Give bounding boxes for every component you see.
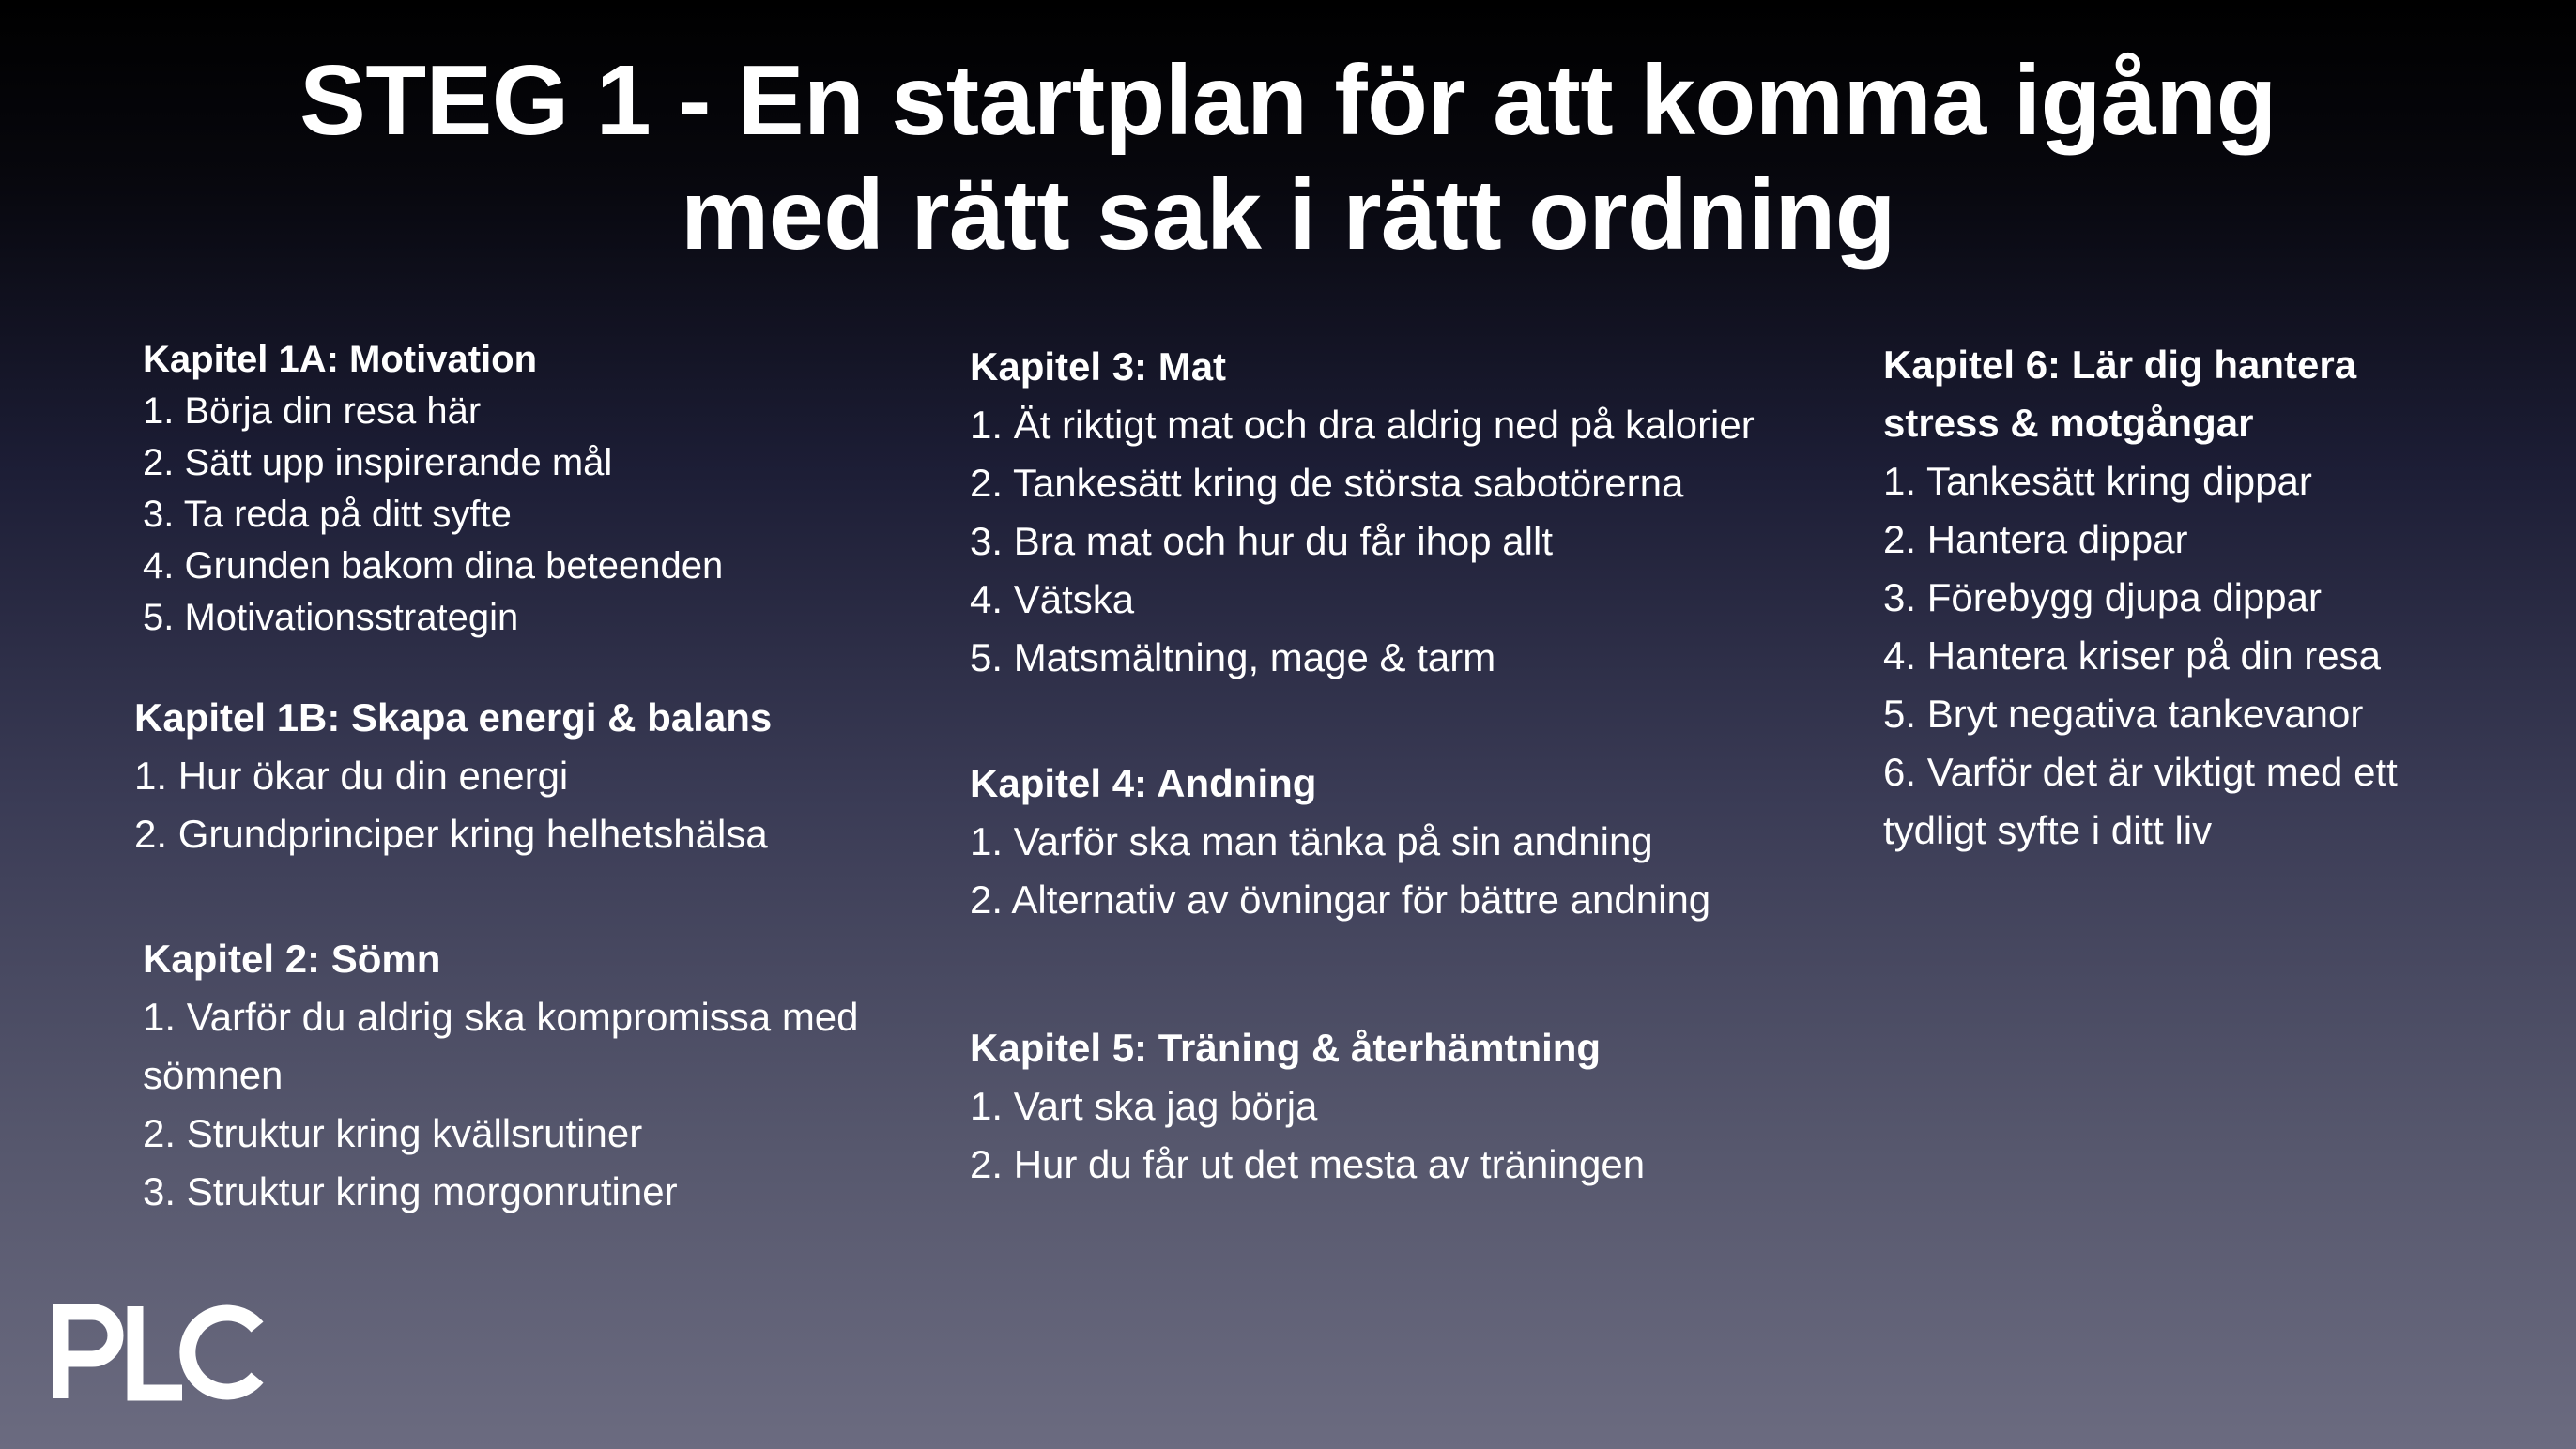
slide-title bbox=[0, 43, 2576, 272]
section-kapitel-1a bbox=[143, 334, 950, 644]
list-item: 2. Sätt upp inspirerande mål bbox=[143, 442, 613, 483]
section-heading: Kapitel 1B: Skapa energi & balans bbox=[134, 695, 773, 740]
list-item: 5. Matsmältning, mage & tarm bbox=[970, 635, 1496, 679]
list-item: 1. Tankesätt kring dippar bbox=[1883, 459, 2312, 503]
list-item: sömnen bbox=[143, 1053, 284, 1097]
list-item: 3. Förebygg djupa dippar bbox=[1883, 575, 2322, 619]
list-item: 1. Varför ska man tänka på sin andning bbox=[970, 819, 1653, 863]
list-item: 2. Alternativ av övningar för bättre andning bbox=[970, 877, 1711, 922]
list-item: 2. Hur du får ut det mesta av träningen bbox=[970, 1142, 1646, 1186]
list-item: 2. Struktur kring kvällsrutiner bbox=[143, 1111, 643, 1155]
section-heading: Kapitel 1A: Motivation bbox=[143, 339, 538, 380]
section-heading: Kapitel 4: Andning bbox=[970, 761, 1317, 805]
list-item: 5. Bryt negativa tankevanor bbox=[1883, 692, 2364, 736]
slide-title-line-1: STEG 1 - En startplan för att komma igång bbox=[299, 45, 2277, 156]
plc-logo bbox=[53, 1301, 268, 1404]
list-item: 1. Varför du aldrig ska kompromissa med bbox=[143, 995, 859, 1039]
slide-title-line-2: med rätt sak i rätt ordning bbox=[680, 160, 1896, 270]
section-kapitel-5 bbox=[970, 1019, 1871, 1194]
list-item: 4. Grunden bakom dina beteenden bbox=[143, 545, 724, 587]
list-item: tydligt syfte i ditt liv bbox=[1883, 808, 2213, 852]
list-item: 6. Varför det är viktigt med ett bbox=[1883, 750, 2398, 794]
list-item: 1. Börja din resa här bbox=[143, 390, 482, 432]
list-item: 2. Hantera dippar bbox=[1883, 517, 2188, 561]
list-item: 5. Motivationsstrategin bbox=[143, 597, 519, 638]
list-item: 4. Vätska bbox=[970, 577, 1135, 621]
section-kapitel-2 bbox=[143, 930, 950, 1221]
section-heading: Kapitel 3: Mat bbox=[970, 344, 1227, 389]
list-item: 1. Ät riktigt mat och dra aldrig ned på kalorier bbox=[970, 403, 1755, 447]
section-heading: Kapitel 5: Träning & återhämtning bbox=[970, 1026, 1602, 1070]
list-item: 3. Ta reda på ditt syfte bbox=[143, 494, 512, 535]
list-item: 3. Bra mat och hur du får ihop allt bbox=[970, 519, 1553, 563]
list-item: 4. Hantera kriser på din resa bbox=[1883, 633, 2381, 678]
section-kapitel-4 bbox=[970, 755, 1871, 929]
list-item: 3. Struktur kring morgonrutiner bbox=[143, 1169, 678, 1213]
list-item: 1. Hur ökar du din energi bbox=[134, 754, 569, 798]
list-item: 1. Vart ska jag börja bbox=[970, 1084, 1318, 1128]
section-heading: Kapitel 2: Sömn bbox=[143, 937, 441, 981]
section-kapitel-1b bbox=[134, 689, 942, 863]
section-heading: Kapitel 6: Lär dig hantera bbox=[1883, 343, 2357, 387]
list-item: 2. Tankesätt kring de största sabotörerna bbox=[970, 461, 1684, 505]
section-heading: stress & motgångar bbox=[1883, 401, 2254, 445]
list-item: 2. Grundprinciper kring helhetshälsa bbox=[134, 812, 768, 856]
section-kapitel-3 bbox=[970, 338, 1871, 687]
section-kapitel-6 bbox=[1883, 336, 2484, 860]
